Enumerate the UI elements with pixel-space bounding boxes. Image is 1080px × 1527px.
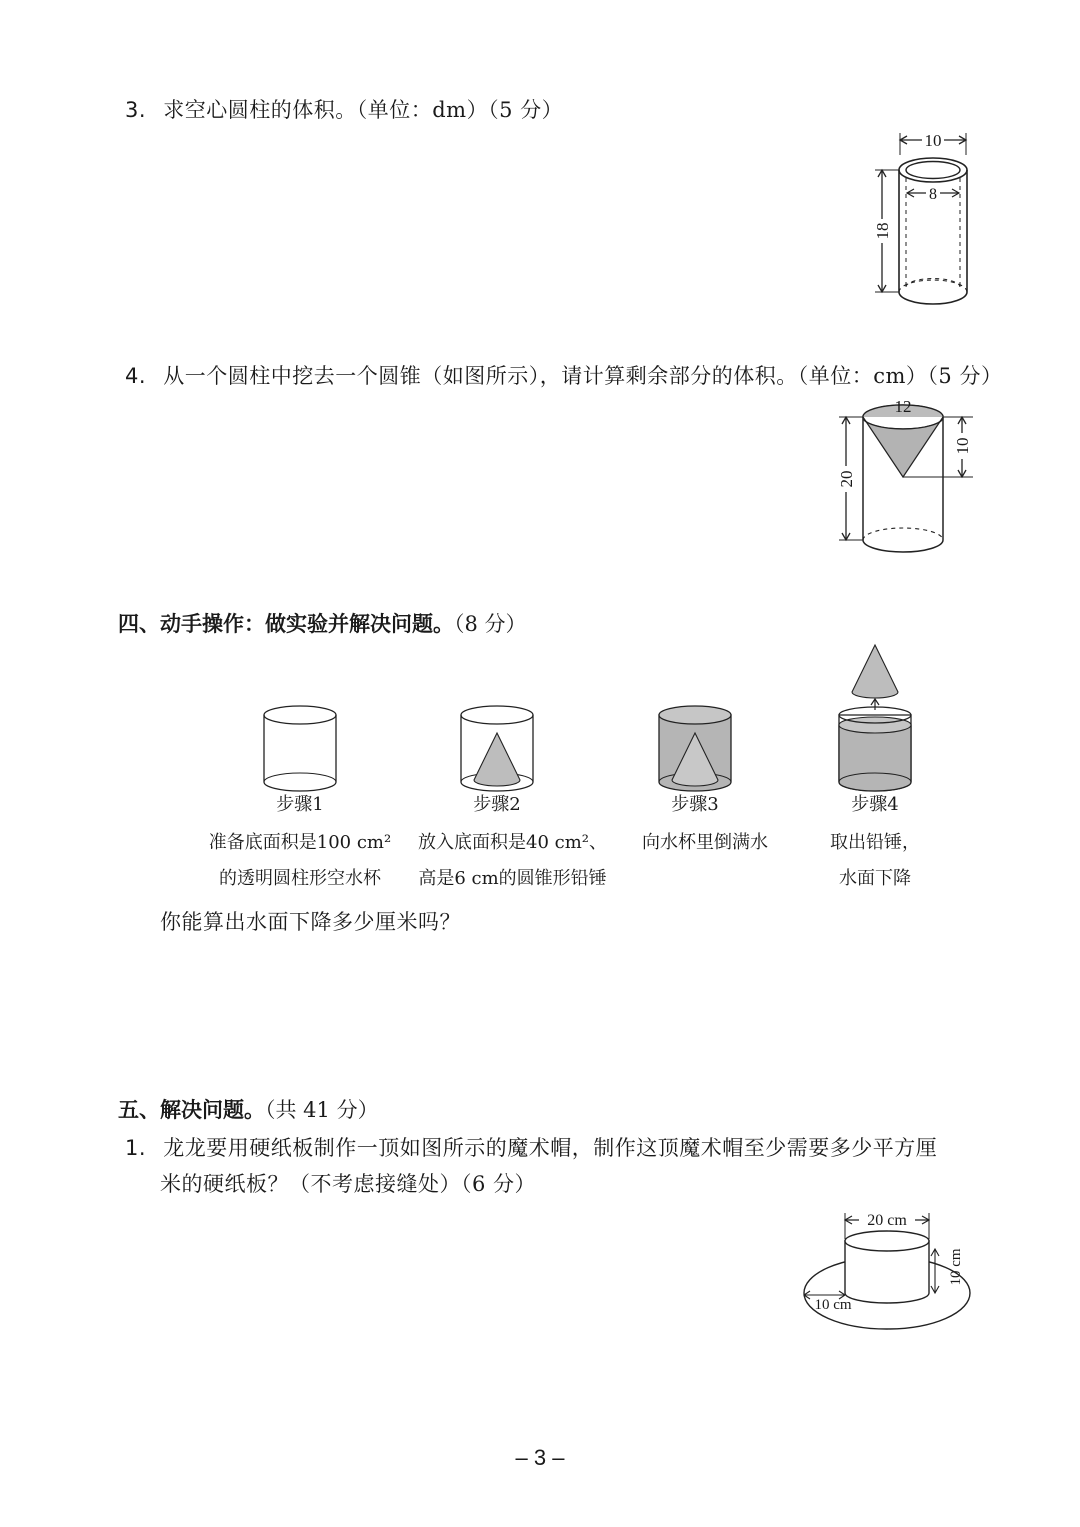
height-label: 18 xyxy=(873,222,892,240)
hat-height-label: 10 cm xyxy=(948,1248,964,1286)
page-number: – 3 – xyxy=(515,1445,565,1470)
magic-hat-figure xyxy=(795,1205,980,1335)
step-4-label: 步骤4 xyxy=(851,794,899,815)
step-3-desc-line1: 向水杯里倒满水 xyxy=(642,832,768,853)
question-1-line2: 米的硬纸板？（不考虑接缝处）（6 分） xyxy=(160,1172,537,1196)
question-3 xyxy=(125,94,563,124)
question-3-text: 求空心圆柱的体积。（单位：dm）（5 分） xyxy=(163,98,564,122)
brim-width-label: 10 cm xyxy=(814,1297,852,1313)
section-4-points: （8 分） xyxy=(454,612,527,636)
step-2-desc-line1: 放入底面积是40 cm²、 xyxy=(418,832,607,853)
section-5-heading xyxy=(118,1094,379,1124)
cylinder-cone-figure xyxy=(825,395,985,560)
top-diameter-label: 12 xyxy=(894,397,912,416)
section-5-title: 五、解决问题。 xyxy=(118,1098,265,1122)
step-1-cup xyxy=(255,700,345,795)
question-4 xyxy=(125,360,1002,390)
section-4-question: 你能算出水面下降多少厘米吗？ xyxy=(160,910,461,934)
cone-height-label: 10 xyxy=(953,437,972,455)
section-4-heading xyxy=(118,608,527,638)
question-3-number: 3. xyxy=(125,98,147,122)
section-5-points: （共 41 分） xyxy=(265,1098,379,1122)
hollow-cylinder-figure xyxy=(860,125,990,310)
step-1-desc-line1: 准备底面积是100 cm² xyxy=(208,832,392,853)
hat-diameter-label: 20 cm xyxy=(867,1212,907,1229)
step-3-cup-filled xyxy=(650,700,740,795)
section-4-title: 四、动手操作：做实验并解决问题。 xyxy=(118,612,454,636)
step-1-desc-line2: 的透明圆柱形空水杯 xyxy=(219,868,381,889)
step-2-cup-with-cone xyxy=(452,700,542,795)
step-1-label: 步骤1 xyxy=(276,794,324,815)
question-4-number: 4. xyxy=(125,364,147,388)
step-4-desc-line1: 取出铅锤， xyxy=(830,832,920,853)
question-1-line1: 龙龙要用硬纸板制作一顶如图所示的魔术帽，制作这顶魔术帽至少需要多少平方厘 xyxy=(163,1136,938,1160)
cylinder-height-label: 20 xyxy=(837,470,856,488)
step-2-label: 步骤2 xyxy=(473,794,521,815)
outer-diameter-label: 10 xyxy=(924,131,942,150)
step-4-desc-line2: 水面下降 xyxy=(839,868,911,889)
step-3-label: 步骤3 xyxy=(671,794,719,815)
inner-diameter-label: 8 xyxy=(929,186,937,203)
section-5-question-1 xyxy=(125,1132,937,1162)
question-4-text: 从一个圆柱中挖去一个圆锥（如图所示），请计算剩余部分的体积。（单位：cm）（5 分） xyxy=(163,364,1003,388)
question-1-number: 1. xyxy=(125,1136,147,1160)
step-2-desc-line2: 高是6 cm的圆锥形铅锤 xyxy=(418,868,607,889)
step-4-cup-cone-removed xyxy=(830,640,920,795)
